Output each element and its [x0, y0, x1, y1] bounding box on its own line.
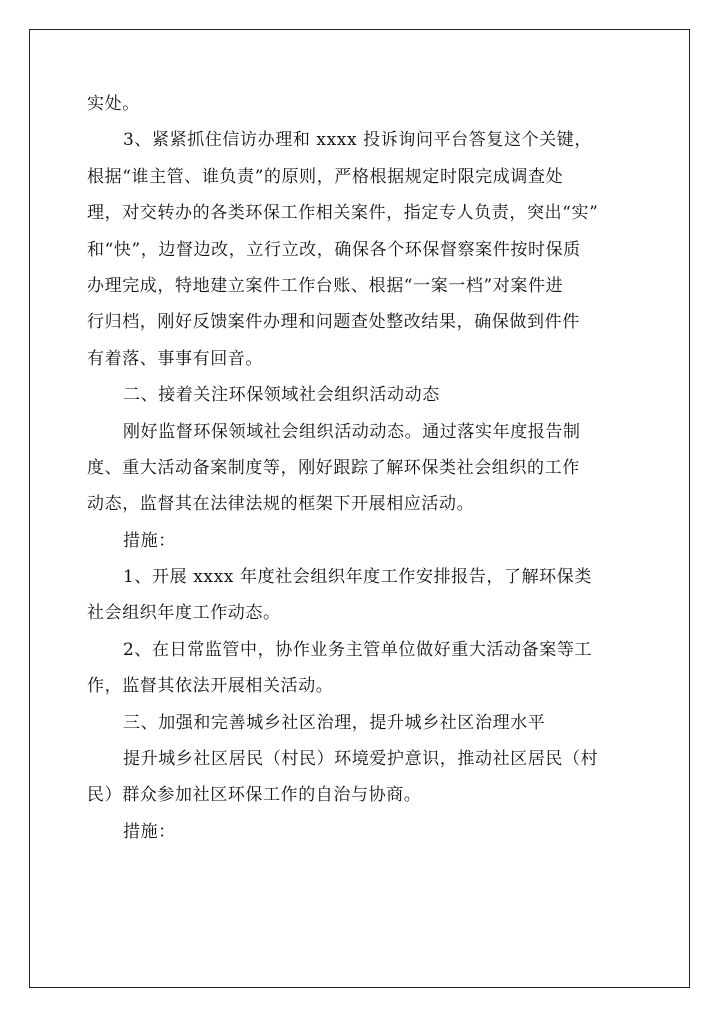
text-line: 1、开展 xxxx 年度社会组织年度工作安排报告，了解环保类: [123, 567, 592, 588]
measures-label: 措施：: [123, 821, 176, 842]
text-line: 刚好监督环保领域社会组织活动动态。通过落实年度报告制: [123, 421, 581, 442]
text-line: 理，对交转办的各类环保工作相关案件，指定专人负责，突出“实”: [87, 203, 599, 224]
text-line: 3、紧紧抓住信访办理和 xxxx 投诉询问平台答复这个关键，: [123, 130, 592, 151]
text-line: 实处。: [87, 94, 140, 114]
text-line: 作，监督其依法开展相关活动。: [87, 676, 334, 697]
document-body: [87, 86, 635, 850]
section-heading: 二、接着关注环保领域社会组织活动动态: [123, 385, 440, 406]
text-line: 办理完成，特地建立案件工作台账、根据“一案一档”对案件进: [87, 275, 564, 296]
text-line: 和“快”，边督边改，立行立改，确保各个环保督察案件按时保质: [87, 239, 581, 260]
text-line: 提升城乡社区居民（村民）环境爱护意识，推动社区居民（村: [123, 749, 599, 770]
section-heading: 三、加强和完善城乡社区治理，提升城乡社区治理水平: [123, 712, 546, 733]
text-line: 社会组织年度工作动态。: [87, 603, 281, 624]
text-line: 民）群众参加社区环保工作的自治与协商。: [87, 785, 422, 806]
text-line: 根据“谁主管、谁负责”的原则，严格根据规定时限完成调查处: [87, 166, 564, 187]
text-line: 有着落、事事有回音。: [87, 348, 263, 369]
text-line: 动态，监督其在法律法规的框架下开展相应活动。: [87, 494, 475, 515]
measures-label: 措施：: [123, 530, 176, 551]
text-line: 2、在日常监管中，协作业务主管单位做好重大活动备案等工: [123, 639, 593, 660]
text-line: 度、重大活动备案制度等，刚好跟踪了解环保类社会组织的工作: [87, 457, 580, 478]
text-line: 行归档，刚好反馈案件办理和问题查处整改结果，确保做到件件: [87, 312, 580, 333]
